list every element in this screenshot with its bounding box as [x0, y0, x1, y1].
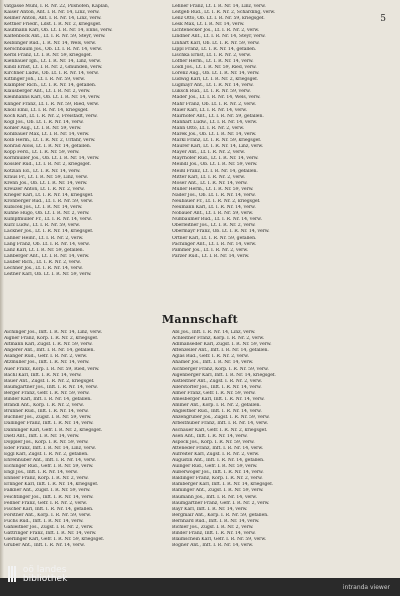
column-right-top: [172, 4, 372, 260]
logo-line-1: oö landes: [22, 565, 67, 575]
entry-line: Köhler Aug., Lt. I. R. Nr. 59, verw.: [4, 125, 82, 131]
entry-line: Mayer Ant., Lt. I. R. Nr. 2, verw.: [172, 150, 245, 156]
entry-line: Kubicek Jos., Lt. I. R. Nr. 14, verw.: [4, 205, 83, 211]
entry-line: Bamberger Karl, Inft. I. R. Nr. 14, kriegsgef.: [172, 482, 273, 488]
entry-line: Lahner Heinr., Lt. I. R. Nr. 2, verw.: [4, 235, 84, 241]
entry-line: Fellner Franz, Gefr. I. R. Nr. 2, verw.: [4, 500, 88, 506]
entry-line: Mader Jos., Lt. I. R. Nr. 14, Wels, verw.: [172, 95, 261, 101]
entry-line: Angleitner Rud., Inft. I. R. Nr. 14, verw.: [172, 409, 262, 415]
entry-line: Loidl Jos., Lt. I. R. Nr. 59, Ried, verw.: [172, 64, 257, 70]
entry-line: Kronberger Rud., Lt. I. R. Nr. 59, verw.: [4, 199, 93, 204]
entry-line: Kraus Fr., Lt. I. R. Nr. 59, Linz, verw.: [4, 174, 88, 180]
entry-line: Mitter Karl, Lt. I. R. Nr. 2, verw.: [172, 174, 246, 180]
entry-line: Danninger Karl, Gefr. I. R. Nr. 2, kriegsgef.: [4, 427, 102, 433]
entry-line: Bachl Karl, Inft. I. R. Nr. 14, verw.: [4, 372, 82, 378]
entry-line: Leitgeb Rud., Lt. I. R. Nr. 2, Schärding, verw.: [172, 10, 276, 16]
entry-line: Kolb Herm., Lt. I. R. Nr. 2, Urfahr, verw.: [4, 138, 96, 144]
entry-line: Kirchner Ludw., Ob. Lt. I. R. Nr. 14, verw.: [4, 71, 99, 77]
entry-line: Kreuzer Anton, Lt. I. R. Nr. 2, verw.: [4, 186, 85, 192]
entry-line: Nader Jos., Ob. Lt. I. R. Nr. 14, verw.: [172, 192, 256, 198]
entry-line: Lichtenecker Jos., Lt. I. R. Nr. 2, verw.: [172, 28, 260, 34]
entry-line: Altmann Karl, Zugsf. I. R. Nr. 59, verw.: [4, 342, 93, 348]
entry-line: Fischer Karl, Inft. I. R. Nr. 14, gefallen.: [4, 506, 94, 512]
entry-line: Krieger Karl, Lt. I. R. Nr. 14, kriegsgef.: [4, 192, 94, 198]
entry-line: Baumgartner Jos., Inft. I. R. Nr. 14, verw.: [4, 384, 98, 390]
entry-line: Lanz Karl, Lt. I. R. Nr. 59, gefallen.: [4, 247, 84, 253]
entry-line: Forstner Ant., Korp. I. R. Nr. 59, verw.: [4, 512, 91, 518]
entry-line: Atteneder Franz, Inft. I. R. Nr. 14, verw.: [172, 445, 264, 451]
entry-line: Baumann Jos., Inft. I. R. Nr. 14, verw.: [172, 494, 258, 500]
entry-line: Atzmüller Jos., Inft. I. R. Nr. 14, verw.: [4, 360, 90, 366]
entry-line: Ehrenhuber Ant., Inft. I. R. Nr. 14, verw.: [4, 457, 96, 463]
entry-line: Binder Karl, Inft. I. R. Nr. 14, gefallen.: [4, 397, 92, 403]
entry-line: Gattringer Franz, Inft. I. R. Nr. 14, verw.: [4, 531, 97, 537]
entry-line: Aigenberger Karl, Inft. I. R. Nr. 14, kriegsgef.: [172, 372, 276, 378]
entry-line: Kögl Jos., Ob. Lt. I. R. Nr. 14, verw.: [4, 119, 84, 125]
entry-line: Kettner Friedr., Ldst. I. R. Nr. 2, kriegsgef.: [4, 22, 102, 28]
entry-line: Nöbauer Ant., Lt. I. R. Nr. 59, verw.: [172, 211, 254, 217]
entry-line: Kaltenböck Ant., Lt. I. R. Nr. 59, Steyr, verw.: [4, 34, 106, 40]
entry-line: Kumpfmüller Fr., Lt. I. R. Nr. 14, verw.: [4, 217, 92, 223]
entry-line: Maier Karl, Lt. I. R. Nr. 14, verw.: [172, 107, 247, 113]
entry-line: Manhart Ludw., Lt. I. R. Nr. 14, verw.: [172, 119, 258, 125]
entry-line: Mairhofer Ant., Lt. I. R. Nr. 59, gefallen.: [172, 113, 264, 119]
entry-line: Gierlinger Karl, Gefr. I. R. Nr. 59, kriegsgef.: [4, 537, 105, 543]
entry-line: Allerstorfer Jos., Inft. I. R. Nr. 14, verw.: [172, 384, 262, 390]
entry-line: Ammer Ant., Korp. I. R. Nr. 2, gefallen.: [172, 403, 261, 409]
entry-line: Mann Otto, Lt. I. R. Nr. 2, verw.: [172, 125, 245, 131]
entry-line: Lechner Jos., Lt. I. R. Nr. 14, verw.: [4, 266, 83, 272]
entry-line: Brunner Rud., Inft. I. R. Nr. 14, verw.: [4, 409, 89, 415]
entry-line: Adlmanseder Karl, Zugsf. I. R. Nr. 59, verw.: [172, 342, 272, 348]
entry-line: Kaufmann Karl, Ob. Lt. I. R. Nr. 14, Enns, verw.: [4, 28, 113, 34]
entry-line: Baumgartner Franz, Gefr. I. R. Nr. 2, verw.: [172, 500, 270, 506]
entry-line: Auer Franz, Korp. I. R. Nr. 59, Ried, verw.: [4, 366, 100, 372]
entry-line: Lesk Max, Lt. I. R. Nr. 14, verw.: [172, 22, 245, 28]
entry-line: Kössler Rud., Lt. I. R. Nr. 2, kriegsgef.: [4, 162, 91, 168]
entry-line: Almer Franz, Gefr. I. R. Nr. 59, verw.: [172, 390, 256, 396]
entry-line: Lang Franz, Ob. Lt. I. R. Nr. 14, verw.: [4, 241, 90, 247]
entry-line: Meindl Jos., Ob. Lt. I. R. Nr. 59, verw.: [172, 162, 258, 168]
entry-line: Klampfer Rich., Lt. I. R. Nr. 14, gefallen.: [4, 83, 97, 89]
entry-line: Fuchs Rud., Inft. I. R. Nr. 14, verw.: [4, 518, 84, 524]
entry-line: Bichler Jos., Zugsf. I. R. Nr. 2, verw.: [172, 525, 254, 530]
entry-line: Baldinger Franz, Korp. I. R. Nr. 2, verw.: [172, 476, 263, 482]
entry-line: Nußbaumer Rud., Lt. I. R. Nr. 14, verw.: [172, 217, 262, 223]
entry-line: Lenz Otto, Ob. Lt. I. R. Nr. 59, kriegsgef.: [172, 16, 265, 22]
entry-line: Asanger Rud., Gefr. I. R. Nr. 2, verw.: [4, 354, 88, 360]
entry-line: Blaimschein Karl, Gefr. I. R. Nr. 59, verw.: [172, 537, 267, 543]
entry-line: Lehner Franz, Lt. I. R. Nr. 14, Linz, verw.: [172, 4, 266, 9]
entry-line: Affenzeller Ant., Inft. I. R. Nr. 14, gefallen.: [172, 348, 269, 354]
logo-bars-icon: [8, 566, 18, 585]
page-number: 5: [380, 14, 386, 24]
entry-line: Lauber Rich., Lt. I. R. Nr. 2, verw.: [4, 259, 81, 265]
entry-line: Kaiser Anton, Ant. I. R. Nr. 14, Linz, verw.: [4, 10, 100, 16]
entry-line: Mahr Franz, Ob. Lt. I. R. Nr. 2, verw.: [172, 101, 256, 107]
entry-line: Aichinger Jos., Inft. I. R. Nr. 14, Linz, verw.: [4, 330, 102, 335]
entry-line: Aichberger Franz, Korp. I. R. Nr. 59, verw.: [172, 366, 269, 372]
entry-line: Engl Jos., Inft. I. R. Nr. 14, verw.: [4, 470, 78, 476]
entry-line: Brandl Ant., Korp. I. R. Nr. 2, verw.: [4, 403, 84, 409]
entry-line: Aigner Franz, Korp. I. R. Nr. 2, kriegsgef.: [4, 336, 99, 342]
entry-line: Dallinger Franz, Inft. I. R. Nr. 14, verw.: [4, 421, 94, 427]
entry-line: Bernhard Rud., Inft. I. R. Nr. 14, verw.: [172, 518, 260, 524]
entry-line: Lackner Jos., Lt. I. R. Nr. 14, kriegsgef.: [4, 229, 94, 235]
entry-line: Leitner Karl, Ob. Lt. I. R. Nr. 59, verw.: [4, 272, 92, 278]
entry-line: Kellner Anton, Ant. I. R. Nr. 14, Linz, verw.: [4, 16, 102, 22]
entry-line: Abl Jos., Inft. I. R. Nr. 14, Linz, verw.: [172, 330, 256, 335]
entry-line: Neumann Karl, Lt. I. R. Nr. 14, verw.: [172, 205, 256, 211]
entry-line: Konrad Alois, Lt. I. R. Nr. 14, gefallen.: [4, 144, 92, 150]
entry-line: Gruber Ant., Inft. I. R. Nr. 14, verw.: [4, 543, 85, 549]
entry-line: Maurer Karl, Lt. I. R. Nr. 14, Linz, verw.: [172, 144, 264, 150]
entry-line: Oberleitner Jos., Lt. I. R. Nr. 2, verw.: [172, 223, 256, 229]
entry-line: Linhart Karl, Ob. Lt. I. R. Nr. 59, verw.: [172, 40, 260, 46]
column-left-bottom: [4, 330, 164, 549]
entry-line: Pachinger Ant., Lt. I. R. Nr. 14, verw.: [172, 241, 257, 247]
entry-line: Mayrhofer Rud., Lt. I. R. Nr. 14, verw.: [172, 156, 259, 162]
entry-line: Dietl Ant., Inft. I. R. Nr. 14, verw.: [4, 433, 80, 439]
entry-line: Kerbl Franz, Lt. I. R. Nr. 59, kriegsgef.: [4, 52, 92, 58]
entry-line: Klausberger Ant., Lt. I. R. Nr. 2, verw.: [4, 89, 91, 95]
entry-line: Ennser Franz, Korp. I. R. Nr. 2, verw.: [4, 476, 89, 482]
entry-line: Bauer Ant., Zugsf. I. R. Nr. 2, kriegsgef.: [4, 378, 95, 384]
entry-line: Doppler Jos., Korp. I. R. Nr. 59, verw.: [4, 439, 89, 445]
entry-line: Außerwöger Jos., Inft. I. R. Nr. 14, verw.: [172, 470, 264, 476]
entry-line: Asen Ant., Inft. I. R. Nr. 14, verw.: [172, 433, 248, 439]
entry-line: Baminger Ant., Zugsf. I. R. Nr. 59, verw.: [172, 488, 264, 494]
logo-line-2: bibliothek: [22, 574, 68, 584]
entry-line: Löffler Herm., Lt. I. R. Nr. 14, verw.: [172, 58, 254, 64]
entry-line: Aufreiter Karl, Zugsf. I. R. Nr. 2, verw.: [172, 451, 260, 457]
entry-line: Knoll Emil, Lt. I. R. Nr. 14, kriegsgef.: [4, 107, 89, 113]
entry-line: Erlinger Karl, Inft. I. R. Nr. 14, kriegsgef.: [4, 482, 99, 488]
entry-line: Neubauer Fr., Lt. I. R. Nr. 2, kriegsgef.: [172, 199, 261, 204]
entry-line: Aglas Rud., Gefr. I. R. Nr. 2, verw.: [172, 354, 249, 360]
entry-line: Lorenz Aug., Ob. Lt. I. R. Nr. 14, verw.: [172, 71, 260, 77]
entry-line: Ludwig Karl, Lt. I. R. Nr. 2, kriegsgef.: [172, 77, 259, 83]
entry-line: Bergmair Ant., Korp. I. R. Nr. 59, gefallen.: [172, 512, 269, 518]
entry-line: Koch Karl, Lt. I. R. Nr. 2, Freistadt, verw.: [4, 113, 98, 119]
entry-line: Berger Franz, Gefr. I. R. Nr. 59, verw.: [4, 390, 90, 396]
entry-line: Lippl Franz, Lt. I. R. Nr. 14, gefallen.: [172, 46, 257, 52]
entry-line: Kerschbaum Jos., Ob. Lt. I. R. Nr. 14, verw.: [4, 46, 103, 52]
entry-line: Meißl Franz, Lt. I. R. Nr. 14, gefallen.: [172, 168, 258, 174]
entry-line: Eichinger Rud., Gefr. I. R. Nr. 59, verw.: [4, 464, 94, 470]
entry-line: Markl Franz, Lt. I. R. Nr. 59, kriegsgef.: [172, 138, 262, 144]
entry-line: Kindl Ernst, Lt. I. R. Nr. 2, Gmunden, verw.: [4, 64, 103, 70]
entry-line: Lugmayr Ant., Lt. I. R. Nr. 14, verw.: [172, 83, 254, 89]
entry-line: Luksch Rud., Lt. I. R. Nr. 59, verw.: [172, 89, 251, 95]
column-right-bottom: [172, 330, 372, 549]
entry-line: Klinger Franz, Lt. I. R. Nr. 59, Ried, verw.: [4, 101, 100, 107]
entry-line: Kleinhanns Karl, Ob. Lt. I. R. Nr. 14, verw.: [4, 95, 101, 101]
entry-line: Eder Franz, Inft. I. R. Nr. 14, Linz, verw.: [4, 445, 96, 451]
entry-line: Keiblinger Rud., I. R. Nr. 14, Wels, verw.: [4, 40, 96, 46]
library-logo[interactable]: [8, 566, 67, 585]
entry-line: Bogner Ant., Inft. I. R. Nr. 14, verw.: [172, 543, 254, 549]
column-left-top: [4, 4, 164, 278]
entry-line: Lindner Ant., Lt. I. R. Nr. 14, Steyr, verw.: [172, 34, 266, 40]
entry-line: Kurz Ludw., Lt. I. R. Nr. 59, verw.: [4, 223, 81, 229]
entry-line: Kittinger Joh., Lt. I. R. Nr. 59, verw.: [4, 77, 86, 83]
entry-line: Krenn Jos., Ob. Lt. I. R. Nr. 14, verw.: [4, 180, 88, 186]
entry-line: Obermayr Franz, Ob. Lt. I. R. Nr. 14, verw.: [172, 229, 270, 235]
entry-line: Aschauer Karl, Gefr. I. R. Nr. 2, kriegsgef.: [172, 427, 268, 433]
entry-line: Pammer Jos., Lt. I. R. Nr. 2, verw.: [172, 247, 249, 253]
entry-line: Arbeithuber Franz, Inft. I. R. Nr. 14, verw.: [172, 421, 269, 427]
entry-line: Amesberger Karl, Inft. I. R. Nr. 14, verw.: [172, 397, 265, 403]
entry-line: vatgasse Mühl, I. R. Nr. 22, Pilshofen, Kaplan,: [4, 4, 110, 9]
entry-line: Achleitner Franz, Korp. I. R. Nr. 2, verw.: [172, 336, 265, 342]
entry-line: Kotzian Ed., Lt. I. R. Nr. 14, verw.: [4, 168, 81, 174]
entry-line: Kühne Hugo, Ob. Lt. I. R. Nr. 2, verw.: [4, 211, 90, 217]
entry-line: Angerer Ant., Inft. I. R. Nr. 14, gefallen.: [4, 348, 95, 354]
entry-line: Aistleitner Ant., Zugsf. I. R. Nr. 2, verw.: [172, 378, 263, 384]
entry-line: Kopp Ferd., Lt. I. R. Nr. 59, verw.: [4, 150, 80, 156]
entry-line: Kohlbauer Max, Lt. I. R. Nr. 14, verw.: [4, 131, 90, 137]
section-heading: Mannschaft: [161, 313, 239, 326]
entry-line: Falkner Ant., Zugsf. I. R. Nr. 59, verw.: [4, 488, 91, 494]
entry-line: Kornmüller Jos., Ob. Lt. I. R. Nr. 14, verw.: [4, 156, 100, 162]
entry-line: Eggl Karl, Zugsf. I. R. Nr. 2, gefallen.: [4, 451, 89, 457]
entry-line: Ortner Karl, Lt. I. R. Nr. 59, gefallen.: [172, 235, 257, 241]
entry-line: Binder Franz, Inft. I. R. Nr. 14, verw.: [172, 531, 256, 537]
entry-line: Feichtinger Jos., Inft. I. R. Nr. 14, verw.: [4, 494, 94, 500]
entry-line: Marek Jos., Ob. Lt. I. R. Nr. 14, verw.: [172, 131, 257, 137]
entry-line: Moser Ant., Lt. I. R. Nr. 14, verw.: [172, 180, 248, 186]
entry-line: Lischka Ernst, Lt. I. R. Nr. 2, verw.: [172, 52, 251, 58]
entry-line: Gahleitner Jos., Zugsf. I. R. Nr. 2, verw.: [4, 525, 94, 530]
entry-line: Parzer Rud., Lt. I. R. Nr. 14, verw.: [172, 253, 250, 259]
entry-line: Auinger Rud., Gefr. I. R. Nr. 59, verw.: [172, 464, 258, 470]
entry-line: Ahamer Jos., Inft. I. R. Nr. 14, verw.: [172, 360, 254, 366]
entry-line: Aspöck Jos., Korp. I. R. Nr. 59, verw.: [172, 439, 255, 445]
entry-line: Augustin Ant., Inft. I. R. Nr. 14, gefallen.: [172, 457, 265, 463]
entry-line: Anzengruber Jos., Zugsf. I. R. Nr. 59, verw.: [172, 415, 270, 421]
entry-line: Laßberger Ant., Lt. I. R. Nr. 14, verw.: [4, 253, 90, 259]
entry-line: Müller Herm., Lt. I. R. Nr. 59, verw.: [172, 186, 254, 192]
entry-line: Kienbauer Ign., Lt. I. R. Nr. 14, Linz, verw.: [4, 58, 101, 64]
viewer-credit[interactable]: intranda viewer: [342, 584, 390, 591]
entry-line: Bayr Karl, Inft. I. R. Nr. 14, verw.: [172, 506, 248, 512]
entry-line: Buchner Jos., Zugsf. I. R. Nr. 59, verw.: [4, 415, 92, 421]
